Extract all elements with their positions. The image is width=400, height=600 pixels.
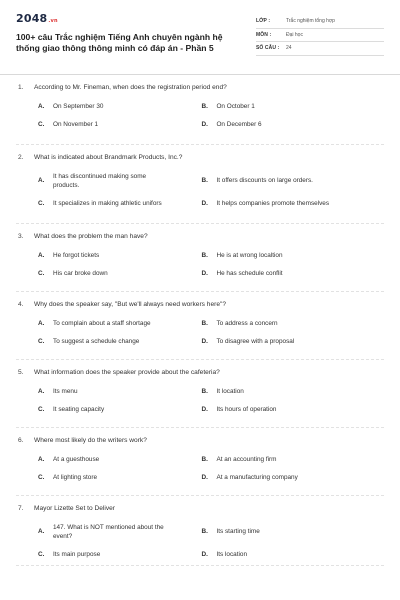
option-text: It seating capacity: [53, 405, 105, 413]
answer-options: [16, 97, 384, 133]
option-row: [38, 167, 382, 194]
option-letter: A.: [38, 251, 45, 259]
option-row: [38, 115, 382, 133]
answer-options: [16, 314, 384, 350]
site-logo[interactable]: [16, 12, 231, 25]
option-letter: B.: [201, 387, 208, 395]
answer-option[interactable]: [38, 473, 201, 482]
option-letter: B.: [201, 455, 208, 463]
answer-option[interactable]: [38, 455, 201, 464]
question-number: 7.: [18, 505, 24, 512]
question-item: [16, 75, 384, 145]
answer-option[interactable]: [201, 455, 382, 464]
option-text: On November 1: [53, 120, 99, 128]
question-text: Where most likely do the writers work?: [34, 437, 147, 444]
option-text: It specializes in making athletic unifors: [53, 199, 162, 207]
question-list: [16, 75, 384, 566]
answer-option[interactable]: [38, 405, 201, 414]
meta-key: SỐ CÂU :: [256, 45, 280, 52]
option-letter: D.: [201, 473, 208, 481]
option-letter: A.: [38, 319, 45, 327]
question-header: [16, 360, 384, 382]
option-text: On December 6: [216, 120, 262, 128]
question-header: [16, 75, 384, 97]
option-text: It has discontinued making some products.: [53, 172, 147, 189]
option-letter: A.: [38, 387, 45, 395]
document-title: 100+ câu Trắc nghiệm Tiếng Anh chuyên ngành hệ thống giao thông thông minh có đáp án - Phần 5: [16, 32, 223, 53]
option-text: Its location: [216, 550, 248, 558]
option-text: It helps companies promote themselves: [216, 199, 330, 207]
answer-options: [16, 450, 384, 486]
answer-option[interactable]: [201, 199, 382, 208]
question-text: What is indicated about Brandmark Products, Inc.?: [34, 154, 183, 161]
header-left: [16, 12, 231, 54]
option-letter: A.: [38, 455, 45, 463]
option-letter: D.: [201, 337, 208, 345]
option-letter: D.: [201, 199, 208, 207]
meta-row-class: [256, 15, 384, 29]
question-header: [16, 292, 384, 314]
answer-option[interactable]: [38, 319, 201, 328]
meta-key: MÔN :: [256, 31, 272, 38]
option-text: It location: [216, 387, 244, 395]
option-letter: B.: [201, 102, 208, 110]
meta-value: Trắc nghiệm tổng hợp: [286, 18, 335, 25]
meta-row-count: [256, 42, 384, 56]
answer-option[interactable]: [38, 251, 201, 260]
option-text: At a guesthouse: [53, 455, 100, 463]
option-letter: A.: [38, 528, 45, 535]
answer-option[interactable]: [38, 102, 201, 111]
option-letter: B.: [201, 251, 208, 259]
question-number: 5.: [18, 369, 24, 376]
question-item: [16, 224, 384, 292]
option-text: It offers discounts on large orders.: [216, 177, 313, 184]
option-row: [38, 332, 382, 350]
option-row: [38, 264, 382, 282]
answer-options: [16, 246, 384, 282]
option-letter: D.: [201, 269, 208, 277]
option-letter: C.: [38, 199, 45, 207]
option-letter: C.: [38, 120, 45, 128]
answer-options: [16, 518, 384, 563]
option-text: To address a concern: [216, 319, 278, 327]
question-header: [16, 224, 384, 246]
answer-option[interactable]: [201, 473, 382, 482]
meta-table: [256, 15, 384, 56]
option-text: At a manufacturing company: [216, 473, 298, 481]
answer-option[interactable]: [201, 251, 382, 260]
answer-option[interactable]: [201, 176, 382, 185]
option-text: On September 30: [53, 102, 104, 110]
option-letter: D.: [201, 120, 208, 128]
option-row: [38, 382, 382, 400]
question-number: 6.: [18, 437, 24, 444]
option-letter: C.: [38, 337, 45, 345]
logo-tld: .vn: [48, 18, 58, 24]
answer-options: [16, 382, 384, 418]
option-letter: A.: [38, 177, 45, 184]
question-item: [16, 292, 384, 360]
answer-option[interactable]: [38, 337, 201, 346]
question-item: [16, 428, 384, 496]
option-letter: B.: [201, 177, 208, 184]
answer-option[interactable]: [38, 172, 201, 190]
answer-option[interactable]: [201, 550, 382, 559]
option-text: Its hours of operation: [216, 405, 277, 413]
option-letter: A.: [38, 102, 45, 110]
answer-option[interactable]: [201, 269, 382, 278]
answer-option[interactable]: [38, 120, 201, 129]
answer-option[interactable]: [38, 523, 201, 541]
option-row: [38, 545, 382, 563]
question-text: What does the problem the man have?: [34, 233, 148, 240]
option-letter: C.: [38, 405, 45, 413]
option-letter: C.: [38, 269, 45, 277]
option-letter: B.: [201, 319, 208, 327]
question-header: [16, 428, 384, 450]
question-text: Mayor Lizette Set to Deliver: [34, 505, 115, 512]
option-text: At an accounting firm: [216, 455, 277, 463]
answer-option[interactable]: [201, 102, 382, 111]
answer-option[interactable]: [38, 199, 201, 208]
option-row: [38, 468, 382, 486]
answer-option[interactable]: [201, 337, 382, 346]
question-number: 2.: [18, 154, 24, 161]
question-header: [16, 496, 384, 518]
answer-option[interactable]: [38, 550, 201, 559]
option-text: 147. What is NOT mentioned about the event?: [53, 523, 164, 540]
option-text: He forgot tickets: [53, 251, 100, 259]
logo-text: 2048: [16, 12, 48, 25]
option-letter: D.: [201, 550, 208, 558]
option-row: [38, 314, 382, 332]
question-text: Why does the speaker say, "But we'll always need workers here"?: [34, 301, 226, 308]
option-letter: C.: [38, 473, 45, 481]
option-letter: B.: [201, 528, 208, 535]
question-text: According to Mr. Fineman, when does the registration period end?: [34, 84, 227, 91]
answer-option[interactable]: [201, 527, 382, 536]
option-text: To suggest a schedule change: [53, 337, 140, 345]
option-row: [38, 518, 382, 545]
answer-option[interactable]: [201, 120, 382, 129]
answer-option[interactable]: [38, 269, 201, 278]
option-text: Its starting time: [216, 528, 260, 535]
question-item: [16, 145, 384, 224]
option-letter: D.: [201, 405, 208, 413]
option-text: To complain about a staff shortage: [53, 319, 151, 327]
answer-options: [16, 167, 384, 212]
question-item: [16, 496, 384, 566]
answer-option[interactable]: [201, 405, 382, 414]
option-text: He is at wrong localtion: [216, 251, 283, 259]
question-number: 4.: [18, 301, 24, 308]
option-text: Its main purpose: [53, 550, 101, 558]
option-text: Its menu: [53, 387, 78, 395]
option-row: [38, 400, 382, 418]
option-text: His car broke down: [53, 269, 108, 277]
meta-key: LỚP :: [256, 18, 271, 25]
document-header: [16, 12, 384, 70]
meta-value: 24: [286, 45, 292, 52]
answer-option[interactable]: [201, 319, 382, 328]
option-row: [38, 246, 382, 264]
option-text: At lighting store: [53, 473, 98, 481]
question-item: [16, 360, 384, 428]
answer-option[interactable]: [38, 387, 201, 396]
option-row: [38, 97, 382, 115]
question-number: 3.: [18, 233, 24, 240]
option-text: To disagree with a proposal: [216, 337, 295, 345]
question-header: [16, 145, 384, 167]
answer-option[interactable]: [201, 387, 382, 396]
meta-row-subject: [256, 29, 384, 43]
option-text: He has schedule conflit: [216, 269, 283, 277]
option-letter: C.: [38, 550, 45, 558]
option-row: [38, 194, 382, 212]
question-text: What information does the speaker provide about the cafeteria?: [34, 369, 220, 376]
option-row: [38, 450, 382, 468]
meta-value: Đại học: [286, 31, 303, 38]
option-text: On October 1: [216, 102, 255, 110]
question-number: 1.: [18, 84, 24, 91]
